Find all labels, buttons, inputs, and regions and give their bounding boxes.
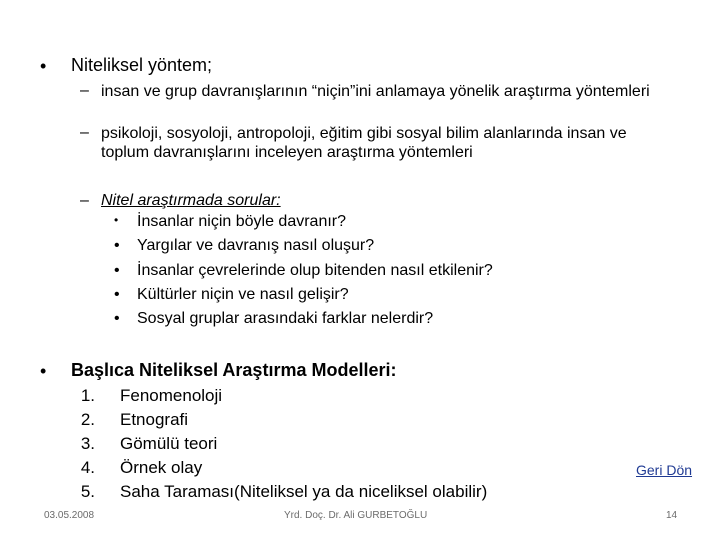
model-item: Saha Taraması(Niteliksel ya da niceliksel olabilir) [120, 482, 488, 501]
back-link[interactable]: Geri Dön [636, 462, 693, 478]
question-item: Yargılar ve davranış nasıl oluşur? [137, 237, 375, 254]
bullet-marker: • [40, 56, 47, 76]
dash-marker: – [80, 124, 89, 141]
question-item: Sosyal gruplar arasındaki farklar nelerdir? [137, 310, 434, 327]
heading-suffix: ; [207, 55, 213, 75]
bullet-marker: • [40, 361, 47, 381]
heading-text: Niteliksel yöntem [71, 55, 208, 75]
question-item: Kültürler niçin ve nasıl gelişir? [137, 286, 349, 303]
definition-text-2: psikoloji, sosyoloji, antropoloji, eğitim gibi sosyal bilim alanlarında insan ve toplum davranışlarını inceleyen araştırma yöntemleri [101, 125, 627, 161]
footer-author: Yrd. Doç. Dr. Ali GURBETOĞLU [284, 510, 428, 521]
section-heading-models: Başlıca Niteliksel Araştırma Modelleri: [71, 360, 397, 380]
footer-date: 03.05.2008 [44, 510, 95, 521]
bullet-marker: • [114, 237, 120, 254]
model-item: Örnek olay [120, 458, 203, 477]
bullet-marker: • [114, 286, 120, 303]
question-item: İnsanlar niçin böyle davranır? [137, 213, 347, 230]
list-number: 4. [80, 458, 95, 477]
question-item: İnsanlar çevrelerinde olup bitenden nasıl etkilenir? [137, 262, 493, 279]
bullet-marker: • [114, 213, 119, 227]
list-number: 2. [80, 410, 95, 429]
model-item: Etnografi [120, 410, 189, 429]
questions-heading: Nitel araştırmada sorular: [101, 192, 281, 209]
dash-marker: – [80, 82, 89, 99]
dash-marker: – [80, 192, 89, 209]
list-number: 1. [80, 386, 95, 405]
list-number: 5. [80, 482, 95, 501]
bullet-marker: • [114, 262, 120, 279]
definition-text-1: insan ve grup davranışlarının “niçin”ini anlamaya yönelik araştırma yöntemleri [101, 83, 650, 100]
page-number: 14 [666, 510, 678, 521]
model-item: Gömülü teori [120, 434, 218, 453]
list-number: 3. [80, 434, 95, 453]
bullet-marker: • [114, 310, 120, 327]
model-item: Fenomenoloji [120, 386, 223, 405]
section-heading-qualitative-method [71, 55, 212, 76]
